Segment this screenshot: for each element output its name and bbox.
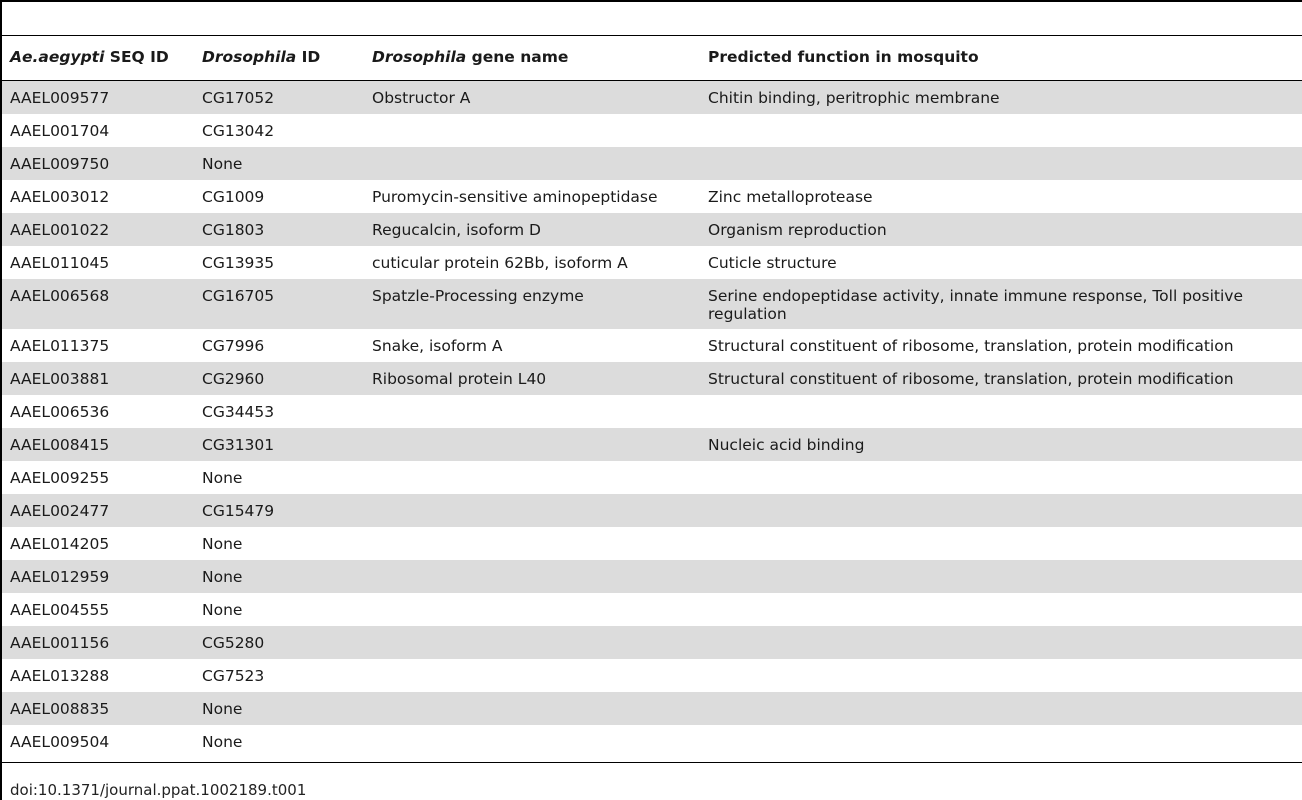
- table-row: [2, 279, 1302, 329]
- cell-drosophila-id: CG1009: [202, 188, 265, 206]
- cell-gene-name: Obstructor A: [372, 89, 471, 107]
- cell-predicted-function: Chitin binding, peritrophic membrane: [708, 89, 1000, 107]
- cell-predicted-function: Serine endopeptidase activity, innate immune response, Toll positive regulation: [708, 287, 1243, 323]
- table-row: [2, 246, 1302, 279]
- cell-predicted-function: Nucleic acid binding: [708, 436, 865, 454]
- table-row: [2, 527, 1302, 560]
- doi-caption: doi:10.1371/journal.ppat.1002189.t001: [10, 781, 307, 799]
- header-drosophila-gene-name: Drosophila gene name: [372, 48, 569, 66]
- header-seq-id: Ae.aegypti SEQ ID: [10, 48, 169, 66]
- bottom-rule: [2, 762, 1302, 763]
- cell-drosophila-id: CG31301: [202, 436, 275, 454]
- cell-drosophila-id: None: [202, 535, 243, 553]
- table-row: [2, 560, 1302, 593]
- cell-drosophila-id: CG13935: [202, 254, 275, 272]
- cell-seq-id: AAEL009255: [10, 469, 110, 487]
- cell-gene-name: Ribosomal protein L40: [372, 370, 547, 388]
- cell-drosophila-id: CG2960: [202, 370, 265, 388]
- cell-seq-id: AAEL011045: [10, 254, 110, 272]
- table-row: [2, 626, 1302, 659]
- cell-gene-name: Spatzle-Processing enzyme: [372, 287, 584, 305]
- cell-drosophila-id: None: [202, 733, 243, 751]
- cell-seq-id: AAEL001022: [10, 221, 110, 239]
- cell-drosophila-id: CG16705: [202, 287, 275, 305]
- cell-seq-id: AAEL002477: [10, 502, 110, 520]
- cell-drosophila-id: CG5280: [202, 634, 265, 652]
- cell-seq-id: AAEL014205: [10, 535, 110, 553]
- table-row: [2, 81, 1302, 114]
- table-row: [2, 395, 1302, 428]
- cell-predicted-function: Structural constituent of ribosome, translation, protein modification: [708, 337, 1234, 355]
- table-row: [2, 659, 1302, 692]
- column-header-row: [2, 36, 1302, 80]
- header-predicted-function: Predicted function in mosquito: [708, 48, 979, 66]
- cell-gene-name: Snake, isoform A: [372, 337, 503, 355]
- cell-drosophila-id: None: [202, 601, 243, 619]
- cell-drosophila-id: CG1803: [202, 221, 265, 239]
- cell-drosophila-id: CG7996: [202, 337, 265, 355]
- cell-seq-id: AAEL013288: [10, 667, 110, 685]
- cell-seq-id: AAEL006568: [10, 287, 110, 305]
- cell-seq-id: AAEL012959: [10, 568, 110, 586]
- cell-seq-id: AAEL009750: [10, 155, 110, 173]
- table-body: [2, 81, 1302, 758]
- cell-seq-id: AAEL001156: [10, 634, 110, 652]
- table-row: [2, 494, 1302, 527]
- table-row: [2, 692, 1302, 725]
- cell-drosophila-id: CG34453: [202, 403, 275, 421]
- cell-predicted-function: Organism reproduction: [708, 221, 887, 239]
- cell-seq-id: AAEL003012: [10, 188, 110, 206]
- table-row: [2, 362, 1302, 395]
- cell-seq-id: AAEL011375: [10, 337, 110, 355]
- table-row: [2, 213, 1302, 246]
- cell-drosophila-id: CG7523: [202, 667, 265, 685]
- cell-seq-id: AAEL006536: [10, 403, 110, 421]
- table-row: [2, 114, 1302, 147]
- table-row: [2, 461, 1302, 494]
- cell-seq-id: AAEL001704: [10, 122, 110, 140]
- cell-seq-id: AAEL008835: [10, 700, 110, 718]
- table-row: [2, 725, 1302, 758]
- cell-gene-name: Regucalcin, isoform D: [372, 221, 541, 239]
- cell-drosophila-id: CG15479: [202, 502, 275, 520]
- cell-seq-id: AAEL008415: [10, 436, 110, 454]
- cell-seq-id: AAEL009577: [10, 89, 110, 107]
- cell-drosophila-id: None: [202, 155, 243, 173]
- cell-predicted-function: Cuticle structure: [708, 254, 837, 272]
- top-rule: [2, 0, 1302, 2]
- cell-drosophila-id: None: [202, 700, 243, 718]
- cell-seq-id: AAEL009504: [10, 733, 110, 751]
- table-row: [2, 593, 1302, 626]
- cell-drosophila-id: None: [202, 568, 243, 586]
- cell-predicted-function: Zinc metalloprotease: [708, 188, 873, 206]
- cell-gene-name: cuticular protein 62Bb, isoform A: [372, 254, 628, 272]
- cell-drosophila-id: None: [202, 469, 243, 487]
- table-row: [2, 180, 1302, 213]
- table-row: [2, 428, 1302, 461]
- header-drosophila-id: Drosophila ID: [202, 48, 321, 66]
- table-row: [2, 329, 1302, 362]
- table-row: [2, 147, 1302, 180]
- cell-drosophila-id: CG13042: [202, 122, 275, 140]
- cell-drosophila-id: CG17052: [202, 89, 275, 107]
- cell-predicted-function: Structural constituent of ribosome, translation, protein modification: [708, 370, 1234, 388]
- cell-seq-id: AAEL003881: [10, 370, 110, 388]
- cell-gene-name: Puromycin-sensitive aminopeptidase: [372, 188, 658, 206]
- cell-seq-id: AAEL004555: [10, 601, 110, 619]
